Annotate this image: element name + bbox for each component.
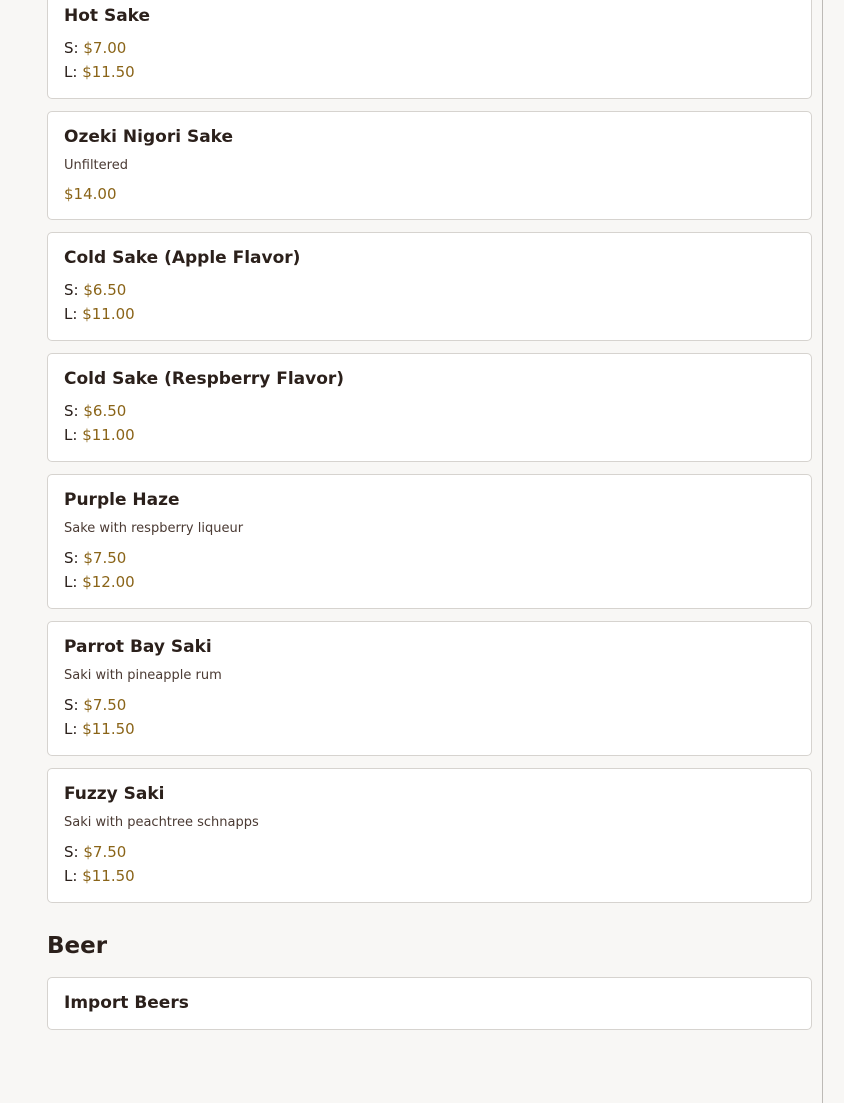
large-price: $11.50 (82, 867, 135, 885)
size-prices (64, 36, 795, 84)
small-price: $7.00 (83, 39, 127, 57)
size-label: L: (64, 63, 78, 81)
size-label: L: (64, 573, 78, 591)
large-price: $12.00 (82, 573, 135, 591)
size-prices (64, 278, 795, 326)
small-price: $7.50 (83, 843, 127, 861)
small-price-line (64, 36, 795, 60)
menu-item-card[interactable] (47, 232, 812, 341)
scrollbar-divider (822, 0, 823, 1103)
item-name: Fuzzy Saki (64, 784, 165, 804)
item-name: Ozeki Nigori Sake (64, 127, 234, 147)
item-name: Hot Sake (64, 6, 151, 26)
menu-item-card[interactable] (47, 768, 812, 903)
large-price-line (64, 717, 795, 741)
small-price-line (64, 278, 795, 302)
small-price-line (64, 840, 795, 864)
menu-item-card[interactable] (47, 977, 812, 1030)
size-prices (64, 840, 795, 888)
small-price-line (64, 399, 795, 423)
menu-item-card[interactable] (47, 111, 812, 220)
menu-item-card[interactable] (47, 353, 812, 462)
menu-item-card[interactable] (47, 0, 812, 99)
large-price-line (64, 60, 795, 84)
item-name: Cold Sake (Respberry Flavor) (64, 369, 345, 389)
large-price: $11.50 (82, 63, 135, 81)
size-label: L: (64, 720, 78, 738)
item-description: Saki with pineapple rum (64, 668, 222, 683)
item-name: Purple Haze (64, 490, 180, 510)
size-label: S: (64, 39, 79, 57)
small-price-line (64, 693, 795, 717)
large-price-line (64, 570, 795, 594)
large-price-line (64, 423, 795, 447)
small-price: $6.50 (83, 402, 127, 420)
menu-item-card[interactable] (47, 474, 812, 609)
menu-content (47, 0, 812, 1042)
item-name: Parrot Bay Saki (64, 637, 212, 657)
item-name: Cold Sake (Apple Flavor) (64, 248, 301, 268)
large-price-line (64, 864, 795, 888)
large-price: $11.00 (82, 305, 135, 323)
item-price: $14.00 (64, 185, 117, 203)
small-price: $7.50 (83, 696, 127, 714)
item-description: Sake with respberry liqueur (64, 521, 244, 536)
large-price: $11.50 (82, 720, 135, 738)
small-price: $6.50 (83, 281, 127, 299)
item-name: Import Beers (64, 993, 189, 1013)
size-label: L: (64, 426, 78, 444)
size-label: S: (64, 696, 79, 714)
menu-item-card[interactable] (47, 621, 812, 756)
size-label: S: (64, 549, 79, 567)
size-label: S: (64, 402, 79, 420)
section-heading-beer: Beer (47, 933, 108, 959)
size-prices (64, 546, 795, 594)
size-prices (64, 399, 795, 447)
large-price: $11.00 (82, 426, 135, 444)
size-prices (64, 693, 795, 741)
size-label: L: (64, 305, 78, 323)
small-price: $7.50 (83, 549, 127, 567)
item-description: Saki with peachtree schnapps (64, 815, 259, 830)
size-label: S: (64, 843, 79, 861)
size-label: S: (64, 281, 79, 299)
size-label: L: (64, 867, 78, 885)
large-price-line (64, 302, 795, 326)
small-price-line (64, 546, 795, 570)
item-description: Unfiltered (64, 158, 128, 173)
